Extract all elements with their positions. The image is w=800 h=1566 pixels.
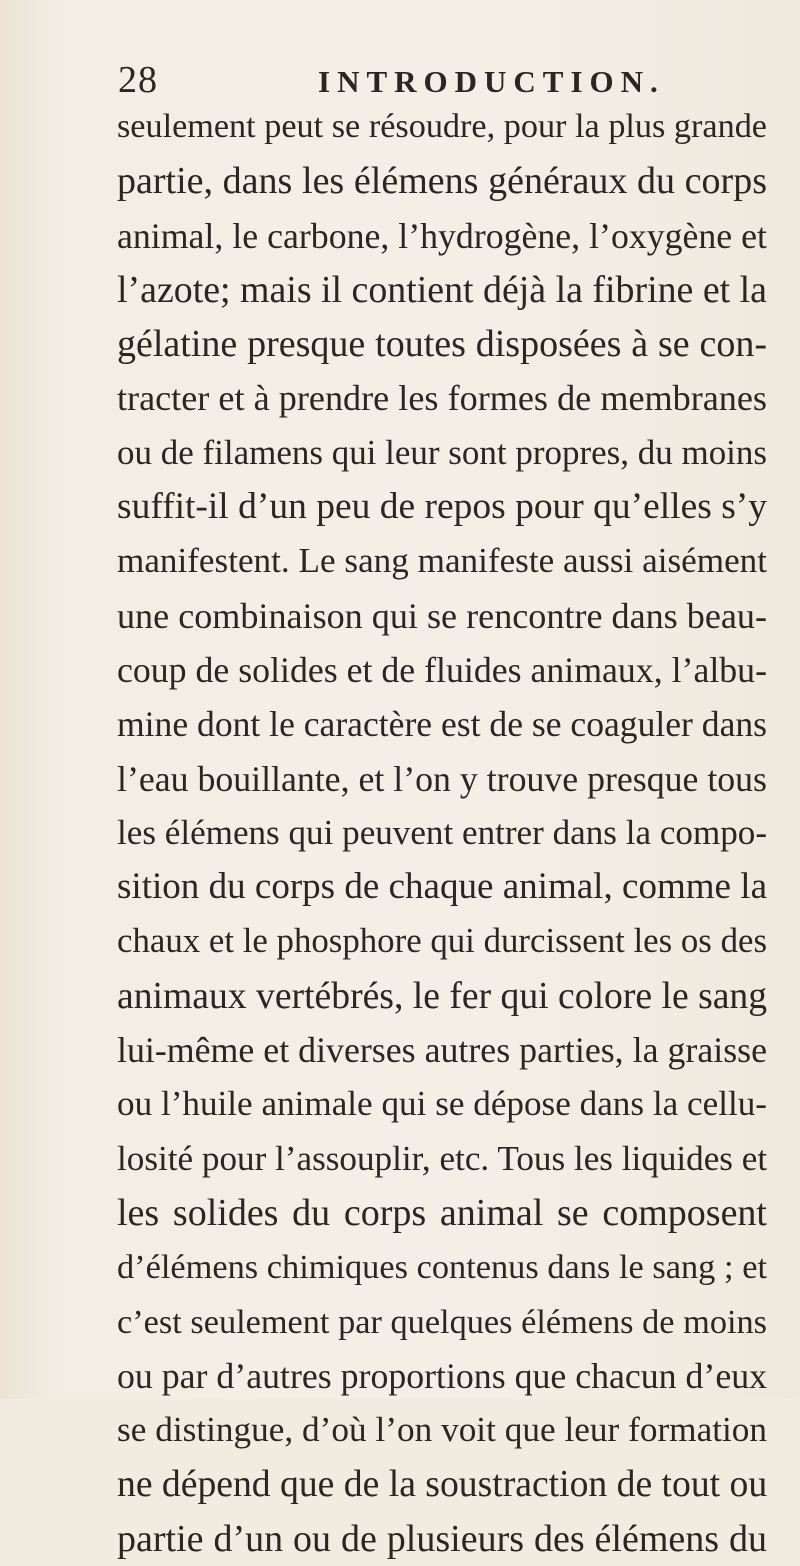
text-line: mine dont le caractère est de se coaguler dans xyxy=(117,704,767,745)
text-line: partie, dans les élémens généraux du corps xyxy=(117,160,767,203)
text-line: chaux et le phosphore qui durcissent les os des xyxy=(117,921,767,961)
text-line: l’eau bouillante, et l’on y trouve presque tous xyxy=(117,758,767,799)
text-line: gélatine presque toutes disposées à se con- xyxy=(117,323,767,366)
text-line: seulement peut se résoudre, pour la plus grande xyxy=(117,108,767,145)
text-line: se distingue, d’où l’on voit que leur formation xyxy=(117,1410,767,1450)
text-line: une combinaison qui se rencontre dans beau- xyxy=(117,595,767,636)
text-line: ou par d’autres proportions que chacun d’eux xyxy=(117,1355,767,1396)
text-line: l’azote; mais il contient déjà la fibrine et la xyxy=(117,268,767,311)
text-line: coup de solides et de fluides animaux, l’albu- xyxy=(117,649,767,690)
text-line: suffit-il d’un peu de repos pour qu’elles s’y xyxy=(117,486,767,528)
text-line: manifestent. Le sang manifeste aussi aisément xyxy=(117,541,767,581)
text-line: losité pour l’assouplir, etc. Tous les liquides et xyxy=(117,1138,768,1178)
text-line: partie d’un ou de plusieurs des élémens du xyxy=(117,1517,767,1560)
text-line: ou l’huile animale qui se dépose dans la cellu- xyxy=(117,1084,767,1124)
text-line: animaux vertébrés, le fer qui colore le sang xyxy=(117,974,768,1017)
text-line: ne dépend que de la soustraction de tout ou xyxy=(117,1463,768,1506)
running-title: INTRODUCTION. xyxy=(318,64,665,99)
text-line: tracter et à prendre les formes de membranes xyxy=(117,378,767,419)
page-number: 28 xyxy=(118,59,158,101)
body-text xyxy=(117,100,767,1566)
text-line: les solides du corps animal se composent xyxy=(117,1191,767,1234)
text-line: ou de filamens qui leur sont propres, du moins xyxy=(117,432,767,472)
text-line: sition du corps de chaque animal, comme la xyxy=(117,866,767,908)
text-line: les élémens qui peuvent entrer dans la compo- xyxy=(117,812,767,852)
text-line: d’élémens chimiques contenus dans le sang ; et xyxy=(117,1248,767,1287)
text-line: animal, le carbone, l’hydrogène, l’oxygène et xyxy=(117,215,767,256)
text-line: lui-même et diverses autres parties, la graisse xyxy=(117,1030,767,1071)
text-line: c’est seulement par quelques élémens de moins xyxy=(117,1302,767,1341)
